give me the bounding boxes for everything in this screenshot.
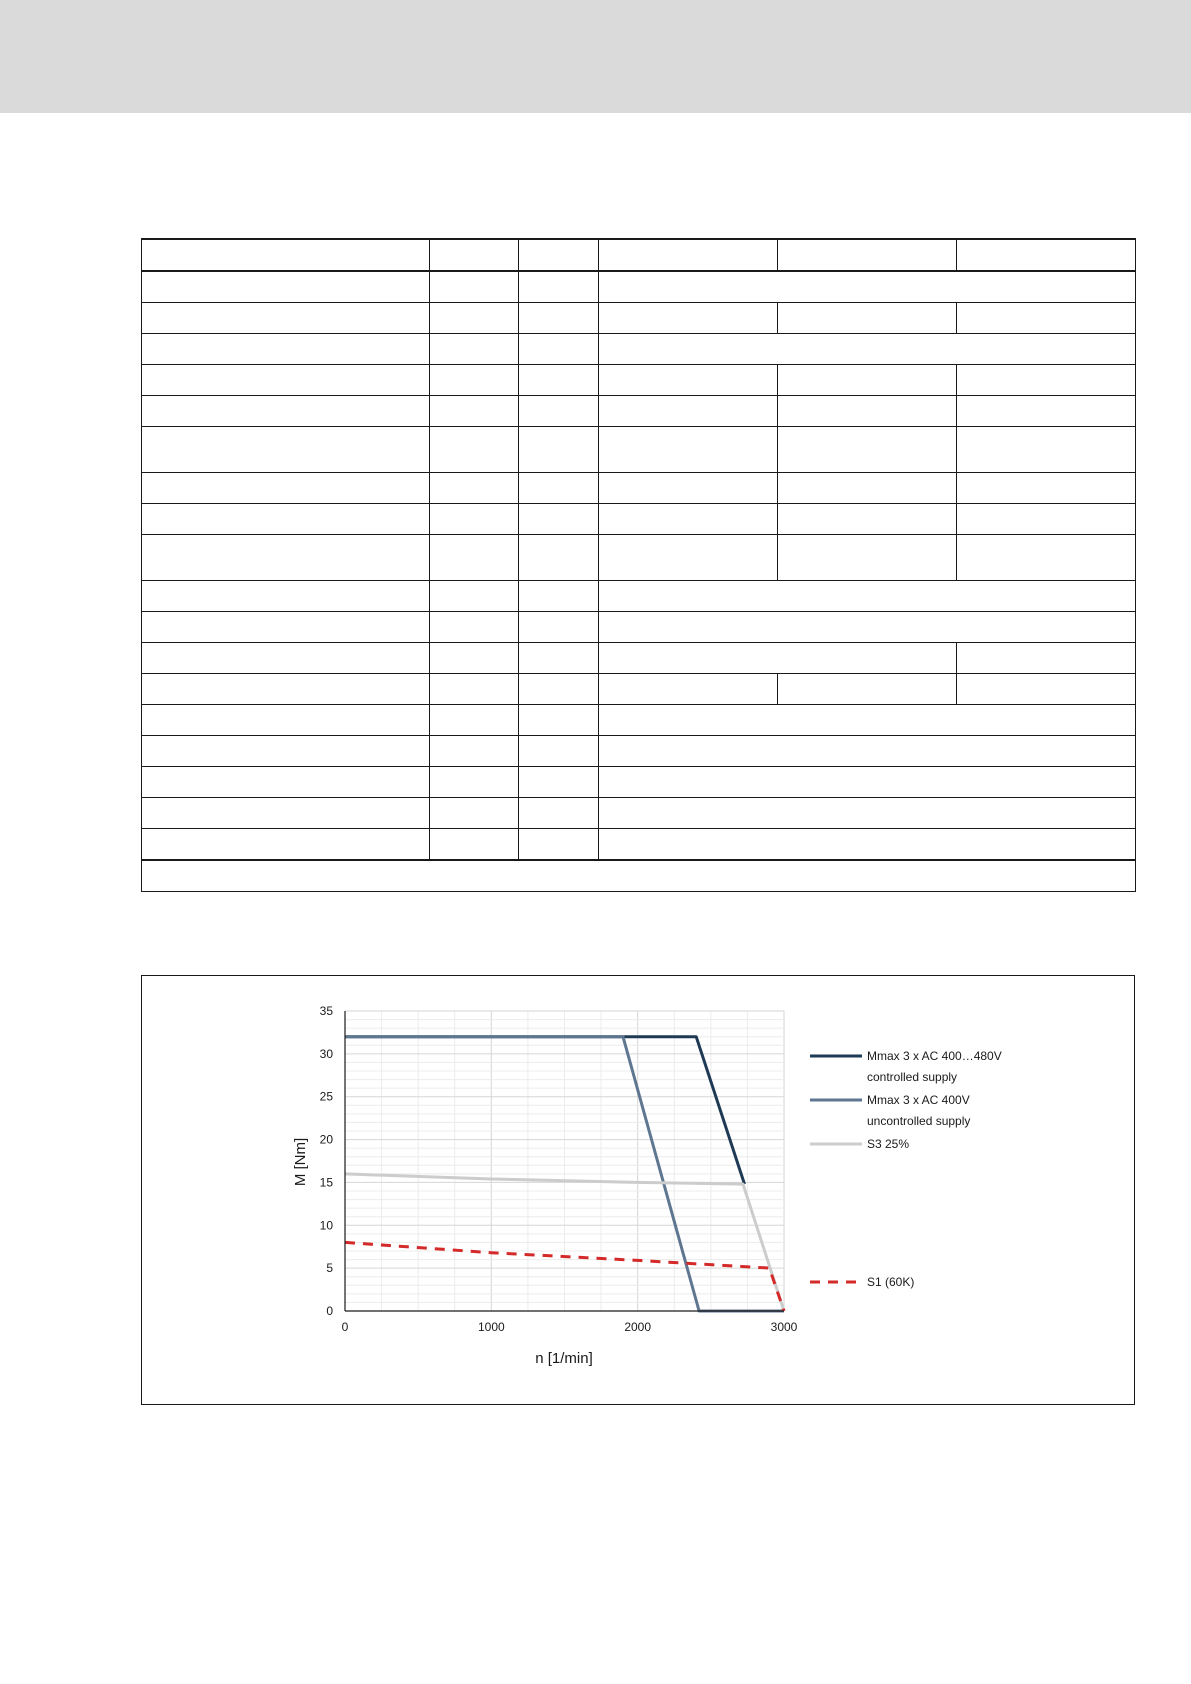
table-row [142, 767, 1136, 798]
legend [810, 1049, 1002, 1289]
x-tick-label: 1000 [477, 1320, 505, 1334]
y-tick-label: 20 [319, 1132, 333, 1147]
legend-label: S1 (60K) [867, 1275, 915, 1289]
y-tick-label: 25 [319, 1089, 333, 1104]
table-header-row [142, 239, 1136, 271]
table-footer-row [142, 860, 1136, 892]
y-axis-label: M [Nm] [292, 1137, 309, 1187]
y-tick-label: 5 [326, 1261, 333, 1276]
y-tick-label: 0 [326, 1304, 333, 1318]
table-row [142, 427, 1136, 473]
table-row [142, 334, 1136, 365]
torque-speed-chart [142, 976, 1134, 1404]
y-tick-label: 10 [319, 1218, 333, 1233]
table-row [142, 798, 1136, 829]
series-line [345, 1037, 745, 1184]
table-row [142, 612, 1136, 643]
table-row [142, 829, 1136, 861]
table-row [142, 365, 1136, 396]
x-tick-label: 0 [341, 1320, 349, 1334]
table-row [142, 581, 1136, 612]
legend-label-line2: controlled supply [867, 1070, 958, 1084]
spec-table [141, 238, 1136, 892]
table-row [142, 535, 1136, 581]
x-axis-label: n [1/min] [535, 1350, 593, 1367]
chart-frame [141, 975, 1135, 1405]
legend-label: S3 25% [867, 1137, 910, 1151]
table-row [142, 271, 1136, 303]
legend-label: Mmax 3 x AC 400V [867, 1093, 970, 1107]
x-tick-label: 3000 [770, 1320, 798, 1334]
table-row [142, 303, 1136, 334]
table-row [142, 674, 1136, 705]
x-tick-label: 2000 [624, 1320, 652, 1334]
table-row [142, 643, 1136, 674]
header-band [0, 0, 1191, 113]
table-row [142, 396, 1136, 427]
y-tick-label: 35 [319, 1004, 333, 1018]
table-row [142, 736, 1136, 767]
y-tick-label: 30 [319, 1046, 333, 1061]
table-row [142, 473, 1136, 504]
legend-label: Mmax 3 x AC 400…480V [867, 1049, 1002, 1063]
table-row [142, 504, 1136, 535]
legend-label-line2: uncontrolled supply [867, 1114, 971, 1128]
y-tick-label: 15 [319, 1175, 333, 1190]
table-row [142, 705, 1136, 736]
grid [345, 1011, 784, 1311]
